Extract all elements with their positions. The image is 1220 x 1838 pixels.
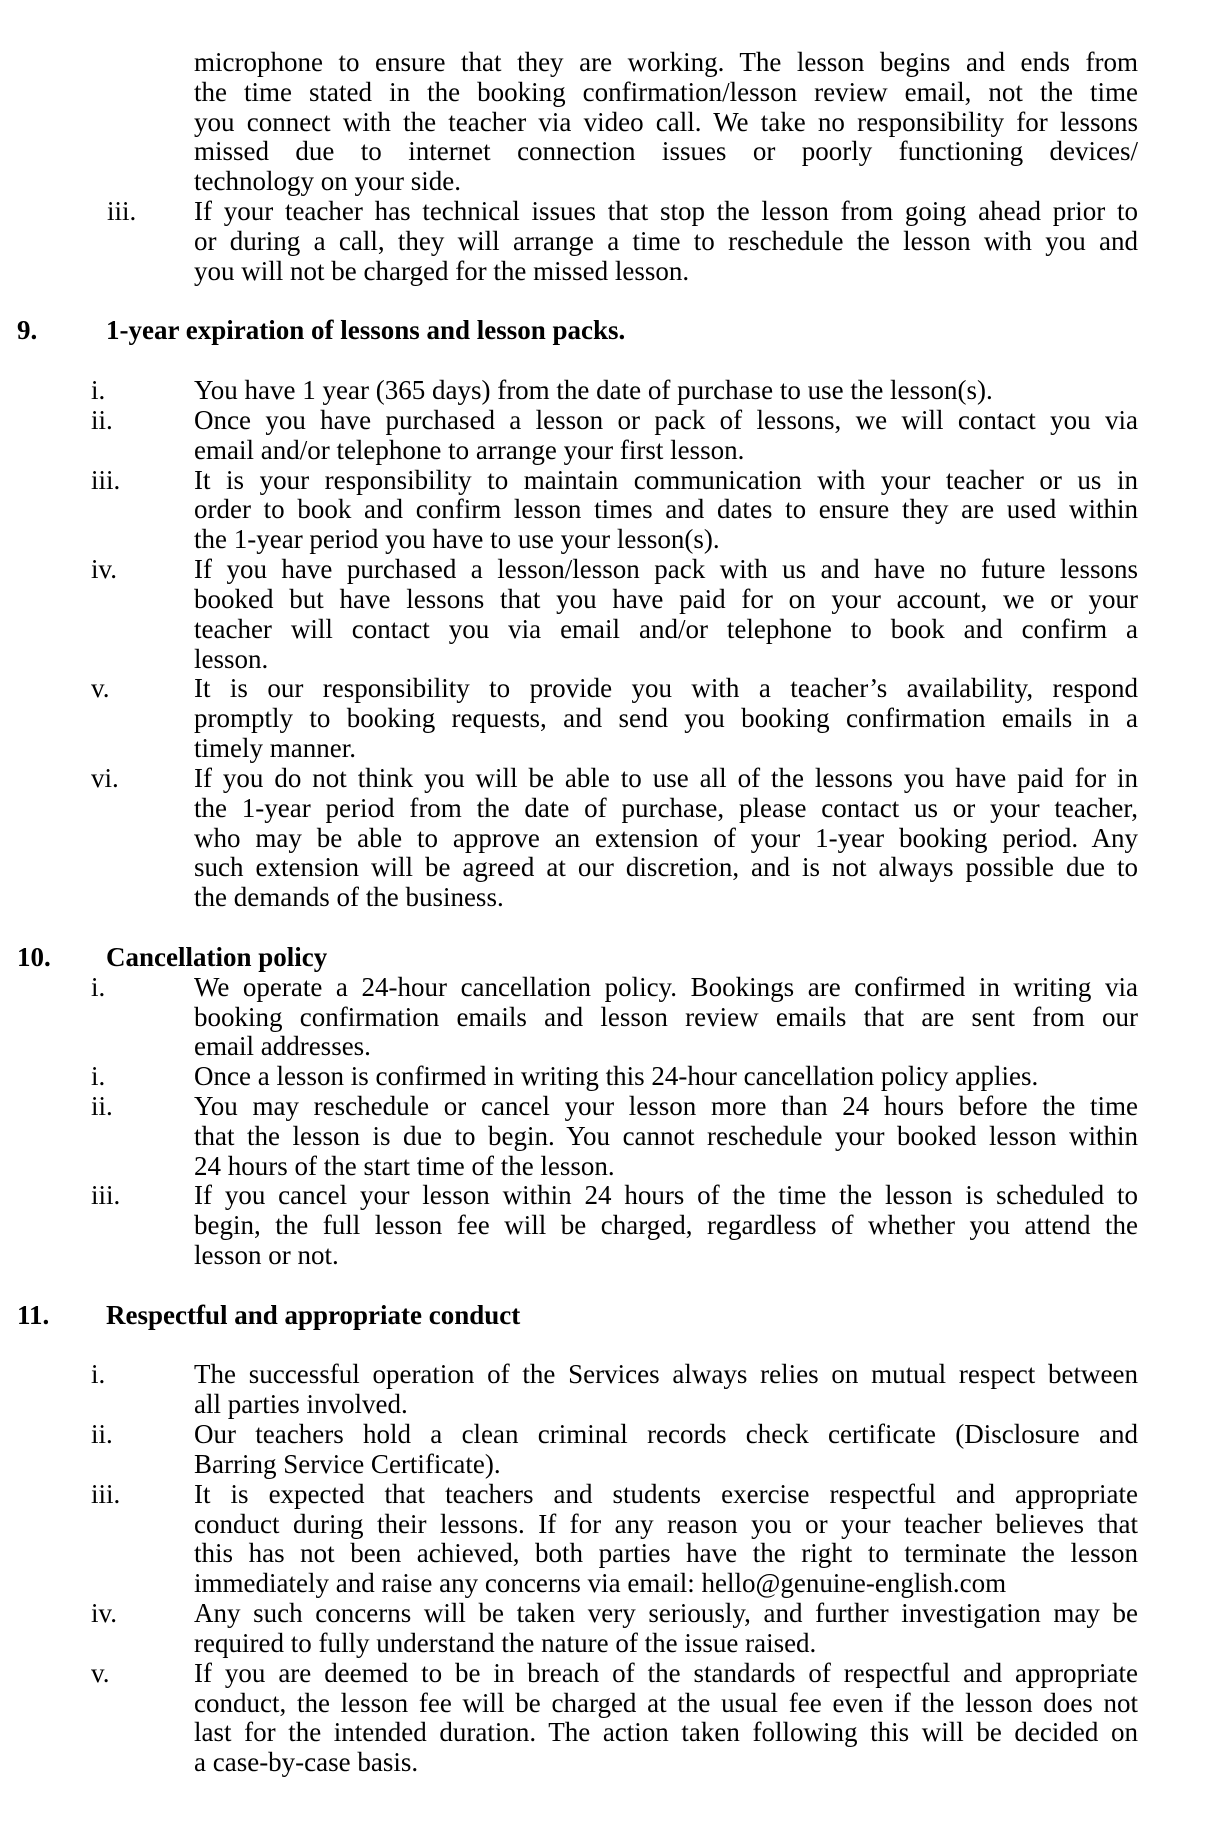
item-text xyxy=(194,1360,1138,1420)
text-line: all parties involved. xyxy=(194,1389,408,1420)
section-title: Cancellation policy xyxy=(106,941,328,972)
text-line: If you cancel your lesson within 24 hours of the time the lesson is scheduled to xyxy=(194,1180,1138,1211)
item-text xyxy=(194,1062,1138,1092)
text-line: missed due to internet connection issues or poorly functioning devices/ xyxy=(194,136,1138,167)
text-line: you will not be charged for the missed lesson. xyxy=(194,255,690,286)
list-item xyxy=(0,466,1220,555)
text-line: booked but have lessons that you have paid for on your account, we or your xyxy=(194,583,1138,614)
text-line: The successful operation of the Services always relies on mutual respect between xyxy=(194,1359,1138,1390)
item-text xyxy=(194,1480,1138,1599)
text-line: booking confirmation emails and lesson review emails that are sent from our xyxy=(194,1001,1138,1032)
text-line: Any such concerns will be taken very seriously, and further investigation may be xyxy=(194,1598,1138,1629)
blank-line xyxy=(0,913,1220,943)
text-line: a case-by-case basis. xyxy=(194,1747,419,1778)
text-line: 24 hours of the start time of the lesson. xyxy=(194,1150,615,1181)
item-numeral: i. xyxy=(91,1061,106,1092)
item-text xyxy=(194,48,1138,197)
text-line: Barring Service Certificate). xyxy=(194,1448,501,1479)
text-line: who may be able to approve an extension of your 1-year booking period. Any xyxy=(194,822,1138,853)
list-item xyxy=(0,376,1220,406)
list-item xyxy=(0,1659,1220,1778)
item-numeral: ii. xyxy=(91,1090,113,1121)
text-line: It is your responsibility to maintain communication with your teacher or us in xyxy=(194,464,1138,495)
item-numeral: ii. xyxy=(91,404,113,435)
text-line: We operate a 24-hour cancellation policy. Bookings are confirmed in writing via xyxy=(194,971,1138,1002)
item-numeral: iii. xyxy=(91,464,121,495)
text-line: teacher will contact you via email and/or telephone to book and confirm a xyxy=(194,613,1138,644)
item-numeral: iii. xyxy=(91,1180,121,1211)
item-text xyxy=(194,1181,1138,1270)
section-11 xyxy=(0,1301,1220,1778)
item-text xyxy=(194,973,1138,1062)
section-9 xyxy=(0,316,1220,913)
text-line: If you are deemed to be in breach of the standards of respectful and appropriate xyxy=(194,1657,1138,1688)
text-line: If you have purchased a lesson/lesson pack with us and have no future lessons xyxy=(194,554,1138,585)
section-number: 9. xyxy=(17,315,38,346)
list-item xyxy=(0,674,1220,763)
list-item xyxy=(0,1181,1220,1270)
list-item xyxy=(0,1062,1220,1092)
text-line: that the lesson is due to begin. You cannot reschedule your booked lesson within xyxy=(194,1120,1138,1151)
item-text xyxy=(194,674,1138,763)
text-line: immediately and raise any concerns via email: hello@genuine-english.com xyxy=(194,1568,1007,1599)
text-line: this has not been achieved, both parties have the right to terminate the lesson xyxy=(194,1538,1138,1569)
text-line: the demands of the business. xyxy=(194,882,504,913)
text-line: Once a lesson is confirmed in writing this 24-hour cancellation policy applies. xyxy=(194,1061,1039,1092)
blank-line xyxy=(0,287,1220,317)
text-line: Once you have purchased a lesson or pack of lessons, we will contact you via xyxy=(194,404,1138,435)
item-text xyxy=(194,555,1138,674)
list-item xyxy=(0,406,1220,466)
section-title: Respectful and appropriate conduct xyxy=(106,1299,521,1330)
text-line: email and/or telephone to arrange your first lesson. xyxy=(194,434,745,465)
text-line: the 1-year period from the date of purchase, please contact us or your teacher, xyxy=(194,792,1138,823)
text-line: timely manner. xyxy=(194,733,356,764)
section-number: 10. xyxy=(17,941,51,972)
text-line: email addresses. xyxy=(194,1031,371,1062)
item-text xyxy=(194,1599,1138,1659)
item-numeral: iv. xyxy=(91,554,117,585)
item-text xyxy=(194,406,1138,466)
text-line: You may reschedule or cancel your lesson more than 24 hours before the time xyxy=(194,1090,1138,1121)
item-numeral: iii. xyxy=(107,196,137,227)
item-text xyxy=(194,1092,1138,1181)
text-line: If you do not think you will be able to use all of the lessons you have paid for in xyxy=(194,762,1138,793)
item-numeral: i. xyxy=(91,971,106,1002)
list-item xyxy=(0,1360,1220,1420)
list-item xyxy=(0,1480,1220,1599)
section-10 xyxy=(0,943,1220,1271)
text-line: technology on your side. xyxy=(194,166,461,197)
item-numeral: iv. xyxy=(91,1598,117,1629)
blank-line xyxy=(0,1331,1220,1361)
item-numeral: i. xyxy=(91,375,106,406)
list-item xyxy=(0,197,1220,286)
text-line: begin, the full lesson fee will be charged, regardless of whether you attend the xyxy=(194,1210,1138,1241)
blank-line xyxy=(0,346,1220,376)
section-heading xyxy=(0,1301,1220,1331)
text-line: conduct during their lessons. If for any reason you or your teacher believes that xyxy=(194,1508,1138,1539)
text-line: lesson. xyxy=(194,643,269,674)
text-line: required to fully understand the nature of the issue raised. xyxy=(194,1627,817,1658)
item-text xyxy=(194,466,1138,555)
text-line: such extension will be agreed at our discretion, and is not always possible due to xyxy=(194,852,1138,883)
item-numeral: v. xyxy=(91,673,110,704)
item-numeral: ii. xyxy=(91,1419,113,1450)
list-item xyxy=(0,555,1220,674)
blank-line xyxy=(0,1271,1220,1301)
section-number: 11. xyxy=(17,1299,50,1330)
text-line: It is our responsibility to provide you with a teacher’s availability, respond xyxy=(194,673,1138,704)
text-line: you connect with the teacher via video call. We take no responsibility for lessons xyxy=(194,106,1138,137)
text-line: If your teacher has technical issues that stop the lesson from going ahead prior to xyxy=(194,196,1138,227)
text-line: last for the intended duration. The action taken following this will be decided on xyxy=(194,1717,1138,1748)
list-item xyxy=(0,764,1220,913)
text-line: conduct, the lesson fee will be charged at the usual fee even if the lesson does not xyxy=(194,1687,1138,1718)
item-numeral: i. xyxy=(91,1359,106,1390)
section-title: 1-year expiration of lessons and lesson packs. xyxy=(106,315,626,346)
item-text xyxy=(194,1420,1138,1480)
section-heading xyxy=(0,316,1220,346)
text-line: or during a call, they will arrange a time to reschedule the lesson with you and xyxy=(194,225,1138,256)
list-item xyxy=(0,1092,1220,1181)
item-text xyxy=(194,764,1138,913)
list-item xyxy=(0,1599,1220,1659)
text-line: You have 1 year (365 days) from the date of purchase to use the lesson(s). xyxy=(194,375,993,406)
text-line: promptly to booking requests, and send you booking confirmation emails in a xyxy=(194,703,1138,734)
item-text xyxy=(194,1659,1138,1778)
text-line: microphone to ensure that they are working. The lesson begins and ends from xyxy=(194,47,1138,77)
text-line: lesson or not. xyxy=(194,1240,339,1271)
item-text xyxy=(194,376,1138,406)
text-line: It is expected that teachers and students exercise respectful and appropriate xyxy=(194,1478,1138,1509)
text-line: the 1-year period you have to use your lesson(s). xyxy=(194,524,720,555)
item-text xyxy=(194,197,1138,286)
text-line: order to book and confirm lesson times and dates to ensure they are used within xyxy=(194,494,1138,525)
continued-paragraph xyxy=(0,48,1220,197)
text-line: the time stated in the booking confirmation/lesson review email, not the time xyxy=(194,76,1138,107)
text-line: Our teachers hold a clean criminal records check certificate (Disclosure and xyxy=(194,1419,1138,1450)
item-numeral: iii. xyxy=(91,1478,121,1509)
list-item xyxy=(0,1420,1220,1480)
list-item xyxy=(0,973,1220,1062)
item-numeral: vi. xyxy=(91,762,119,793)
section-heading xyxy=(0,943,1220,973)
item-numeral: v. xyxy=(91,1657,110,1688)
